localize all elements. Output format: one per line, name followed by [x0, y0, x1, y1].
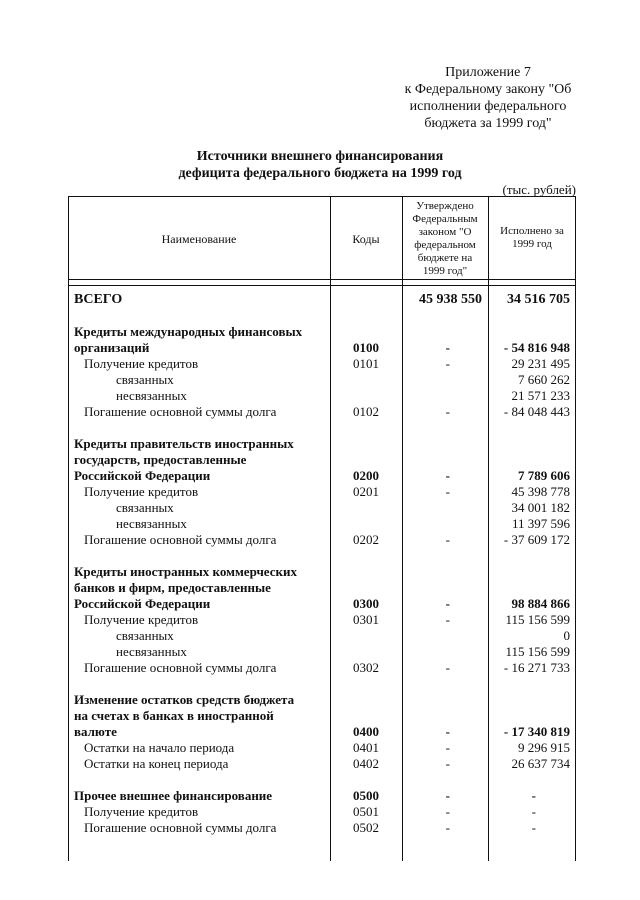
table-row: [68, 468, 576, 484]
header-executed: [488, 225, 576, 251]
spacer-row: [68, 308, 576, 324]
row-code: 0500: [353, 788, 379, 803]
row-name: несвязанных: [116, 516, 187, 531]
row-approved: -: [445, 740, 450, 755]
row-code: 0502: [353, 820, 379, 835]
header-name: Наименование: [161, 232, 237, 246]
header-approved-line: 1999 год": [422, 265, 468, 277]
spacer-row: [68, 772, 576, 788]
row-name: Кредиты иностранных коммерческих: [74, 564, 297, 579]
row-executed: 0: [563, 628, 570, 643]
table-row: [68, 564, 576, 580]
row-code: 0300: [353, 596, 379, 611]
row-executed: 21 571 233: [511, 388, 570, 403]
row-code: 0100: [353, 340, 379, 355]
header-executed-line: Исполнено за: [500, 225, 564, 237]
row-name: Получение кредитов: [84, 356, 199, 371]
row-approved: -: [445, 596, 450, 611]
row-approved: -: [445, 468, 450, 483]
row-name: Погашение основной суммы долга: [84, 532, 277, 547]
table-row: [68, 708, 576, 724]
row-name: Российской Федерации: [74, 596, 211, 611]
table-row: [68, 628, 576, 644]
table-row: [68, 436, 576, 452]
table-row: [68, 820, 576, 836]
row-executed: -: [531, 788, 536, 803]
row-code: 0302: [353, 660, 379, 675]
row-executed: - 16 271 733: [503, 660, 570, 675]
table-row: [68, 372, 576, 388]
title-line: Источники внешнего финансирования: [196, 149, 444, 164]
row-code: 0402: [353, 756, 379, 771]
table-row: [68, 804, 576, 820]
row-executed: -: [531, 820, 536, 835]
units-label: (тыс. рублей): [502, 182, 576, 197]
row-code: 0102: [353, 404, 379, 419]
row-name: Кредиты правительств иностранных: [74, 436, 294, 451]
row-name: Прочее внешнее финансирование: [74, 788, 273, 803]
table-row: [68, 388, 576, 404]
row-name: Погашение основной суммы долга: [84, 404, 277, 419]
table-row: [68, 692, 576, 708]
row-approved: -: [445, 820, 450, 835]
table-row: [68, 612, 576, 628]
row-executed: 26 637 734: [511, 756, 570, 771]
table-row: [68, 740, 576, 756]
row-executed: 34 001 182: [511, 500, 570, 515]
row-name: несвязанных: [116, 388, 187, 403]
document-title: [100, 148, 540, 182]
row-executed: 9 296 915: [518, 740, 570, 755]
table-row: [68, 404, 576, 420]
header-approved-line: Утверждено: [416, 200, 474, 212]
header-double-border: [68, 285, 576, 286]
row-executed: - 37 609 172: [503, 532, 570, 547]
row-name: Кредиты международных финансовых: [74, 324, 303, 339]
table-row: [68, 292, 576, 308]
row-approved: -: [445, 724, 450, 739]
row-approved: -: [445, 788, 450, 803]
table-row: [68, 324, 576, 340]
row-approved: -: [445, 484, 450, 499]
row-name: государств, предоставленные: [74, 452, 247, 467]
spacer-row: [68, 420, 576, 436]
row-approved: -: [445, 756, 450, 771]
header-approved-line: законом "О: [418, 226, 472, 238]
appendix-line: бюджета за 1999 год": [424, 116, 552, 131]
row-name: Изменение остатков средств бюджета: [74, 692, 295, 707]
row-code: 0301: [353, 612, 379, 627]
row-name: организаций: [74, 340, 150, 355]
row-name: Получение кредитов: [84, 804, 199, 819]
row-code: 0101: [353, 356, 379, 371]
appendix-note: [380, 64, 596, 132]
row-name: Погашение основной суммы долга: [84, 820, 277, 835]
financing-table: [68, 196, 576, 861]
row-code: 0400: [353, 724, 379, 739]
row-approved: 45 938 550: [419, 292, 482, 307]
row-name: Остатки на начало периода: [84, 740, 235, 755]
table-row: [68, 756, 576, 772]
row-executed: - 17 340 819: [503, 724, 570, 739]
table-row: [68, 484, 576, 500]
row-approved: -: [445, 340, 450, 355]
appendix-line: Приложение 7: [445, 65, 531, 80]
table-row: [68, 580, 576, 596]
table-row: [68, 356, 576, 372]
row-executed: 29 231 495: [511, 356, 570, 371]
row-executed: - 54 816 948: [503, 340, 570, 355]
row-name: несвязанных: [116, 644, 187, 659]
row-executed: - 84 048 443: [503, 404, 570, 419]
row-executed: -: [531, 804, 536, 819]
header-bottom-border: [68, 279, 576, 280]
row-code: 0200: [353, 468, 379, 483]
spacer-row: [68, 676, 576, 692]
row-name: связанных: [116, 372, 174, 387]
row-executed: 98 884 866: [511, 596, 570, 611]
header-approved: [402, 200, 488, 278]
row-name: Остатки на конец периода: [84, 756, 229, 771]
table-body: [68, 292, 576, 836]
row-name: на счетах в банках в иностранной: [74, 708, 274, 723]
table-row: [68, 596, 576, 612]
table-row: [68, 724, 576, 740]
title-line: дефицита федерального бюджета на 1999 год: [178, 166, 462, 181]
row-executed: 7 660 262: [518, 372, 570, 387]
row-name: ВСЕГО: [74, 292, 123, 307]
row-executed: 115 156 599: [505, 644, 570, 659]
row-name: банков и фирм, предоставленные: [74, 580, 271, 595]
row-approved: -: [445, 612, 450, 627]
table-row: [68, 516, 576, 532]
table-row: [68, 340, 576, 356]
table-top-border: [68, 196, 576, 197]
row-executed: 34 516 705: [507, 292, 570, 307]
row-name: Получение кредитов: [84, 484, 199, 499]
table-row: [68, 452, 576, 468]
row-executed: 7 789 606: [518, 468, 570, 483]
row-code: 0202: [353, 532, 379, 547]
appendix-line: к Федеральному закону "Об: [404, 82, 572, 97]
table-row: [68, 788, 576, 804]
row-name: связанных: [116, 500, 174, 515]
row-approved: -: [445, 804, 450, 819]
header-executed-line: 1999 год: [512, 238, 552, 250]
row-approved: -: [445, 404, 450, 419]
header-approved-line: федеральном: [414, 239, 476, 251]
spacer-row: [68, 548, 576, 564]
row-approved: -: [445, 532, 450, 547]
row-name: Российской Федерации: [74, 468, 211, 483]
row-code: 0501: [353, 804, 379, 819]
appendix-line: исполнении федерального: [409, 99, 567, 114]
row-executed: 115 156 599: [505, 612, 570, 627]
row-code: 0201: [353, 484, 379, 499]
table-row: [68, 500, 576, 516]
row-approved: -: [445, 660, 450, 675]
row-name: Погашение основной суммы долга: [84, 660, 277, 675]
table-row: [68, 660, 576, 676]
row-approved: -: [445, 356, 450, 371]
row-executed: 45 398 778: [511, 484, 570, 499]
row-name: валюте: [74, 724, 117, 739]
row-executed: 11 397 596: [511, 516, 570, 531]
row-name: связанных: [116, 628, 174, 643]
table-row: [68, 644, 576, 660]
row-name: Получение кредитов: [84, 612, 199, 627]
header-code: Коды: [352, 232, 380, 246]
header-approved-line: Федеральным: [412, 213, 478, 225]
table-row: [68, 532, 576, 548]
row-code: 0401: [353, 740, 379, 755]
header-approved-line: бюджете на: [417, 252, 473, 264]
